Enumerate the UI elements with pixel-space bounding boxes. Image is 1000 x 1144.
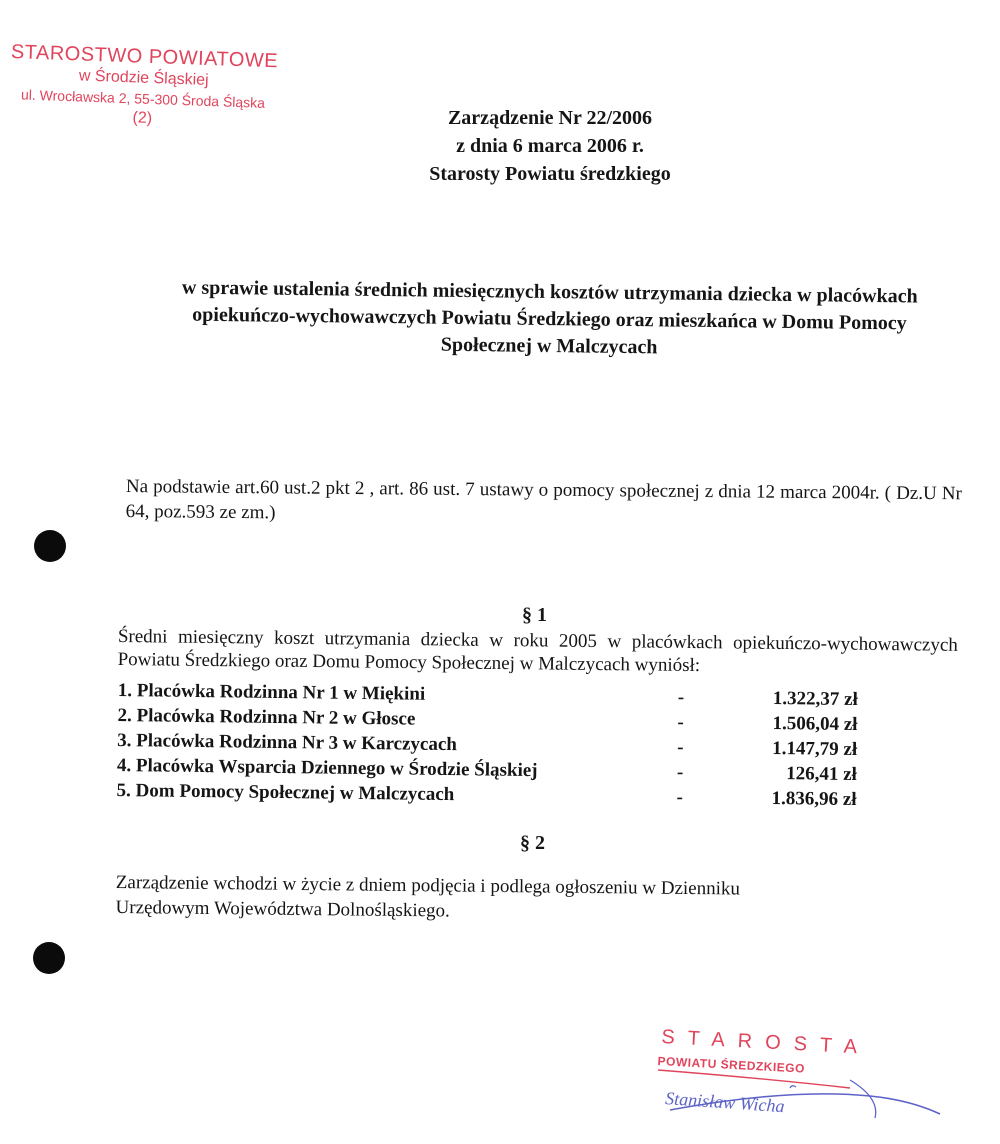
separator-dash: - xyxy=(676,761,684,783)
starosta-stamp xyxy=(640,1018,960,1128)
punch-hole xyxy=(33,942,65,974)
section-1-heading: § 1 xyxy=(522,604,547,626)
facility-name: 3. Placówka Rodzinna Nr 3 w Karczycach xyxy=(117,729,458,756)
punch-hole xyxy=(34,530,66,562)
facility-name: 2. Placówka Rodzinna Nr 2 w Głosce xyxy=(117,704,416,730)
cost-amount: 1.322,37 zł xyxy=(772,688,858,711)
separator-dash: - xyxy=(676,786,684,808)
section-2-line: Zarządzenie wchodzi w życie z dniem podjęcia i podlega ogłoszeniu w Dzienniku xyxy=(115,871,741,900)
cost-list xyxy=(116,678,857,812)
document-title: Zarządzenie Nr 22/2006 xyxy=(447,107,653,129)
stamp-line-office: STAROSTWO POWIATOWE xyxy=(10,41,279,73)
section-1-text: Średni miesięczny koszt utrzymania dziecka w roku 2005 w placówkach opiekuńczo-wychowawczych Powiatu Średzkiego oraz Domu Pomocy Społecznej w Malczycach wyniósł: xyxy=(117,625,958,677)
document-issuer: Starosty Powiatu średzkiego xyxy=(429,163,671,185)
cost-amount: 1.506,04 zł xyxy=(772,713,858,736)
stamp-line-address: ul. Wrocławska 2, 55-300 Środa Śląska xyxy=(20,86,266,111)
cost-amount: 1.147,79 zł xyxy=(772,737,858,761)
cost-amount: 126,41 zł xyxy=(786,763,858,786)
document-date: z dnia 6 marca 2006 r. xyxy=(456,135,644,157)
subject-line: opiekuńczo-wychowawczych Powiatu Średzkiego oraz mieszkańca w Domu Pomocy xyxy=(192,303,907,335)
subject-line: w sprawie ustalenia średnich miesięcznych kosztów utrzymania dziecka w placówkach xyxy=(181,276,918,308)
office-stamp xyxy=(7,40,280,133)
legal-basis: Na podstawie art.60 ust.2 pkt 2 , art. 86 ust. 7 ustawy o pomocy społecznej z dnia 12 marca 2004r. ( Dz.U Nr 64, poz.593 ze zm.) xyxy=(125,475,962,524)
facility-name: 4. Placówka Wsparcia Dziennego w Środzie Śląskiej xyxy=(116,754,538,782)
section-2-heading: § 2 xyxy=(520,832,545,854)
document-header xyxy=(300,104,800,188)
separator-dash: - xyxy=(677,711,684,733)
facility-name: 1. Placówka Rodzinna Nr 1 w Miękini xyxy=(117,679,426,705)
facility-name: 5. Dom Pomocy Społecznej w Malczycach xyxy=(116,779,455,806)
stamp-title: STAROSTA xyxy=(660,1026,871,1059)
cost-amount: 1.836,96 zł xyxy=(771,787,857,811)
section-2-line: Urzędowym Województwa Dolnośląskiego. xyxy=(115,896,450,922)
subject-line: Społecznej w Malczycach xyxy=(440,333,658,359)
handwritten-signature: Stanisław Wicha xyxy=(664,1088,786,1117)
separator-dash: - xyxy=(677,736,684,758)
separator-dash: - xyxy=(677,686,685,708)
document-subject xyxy=(139,274,960,365)
stamp-subtitle: POWIATU ŚREDZKIEGO xyxy=(657,1054,806,1076)
section-2-text xyxy=(115,870,875,928)
stamp-line-city: w Środzie Śląskiej xyxy=(78,67,209,89)
stamp-line-number: (2) xyxy=(132,109,153,128)
